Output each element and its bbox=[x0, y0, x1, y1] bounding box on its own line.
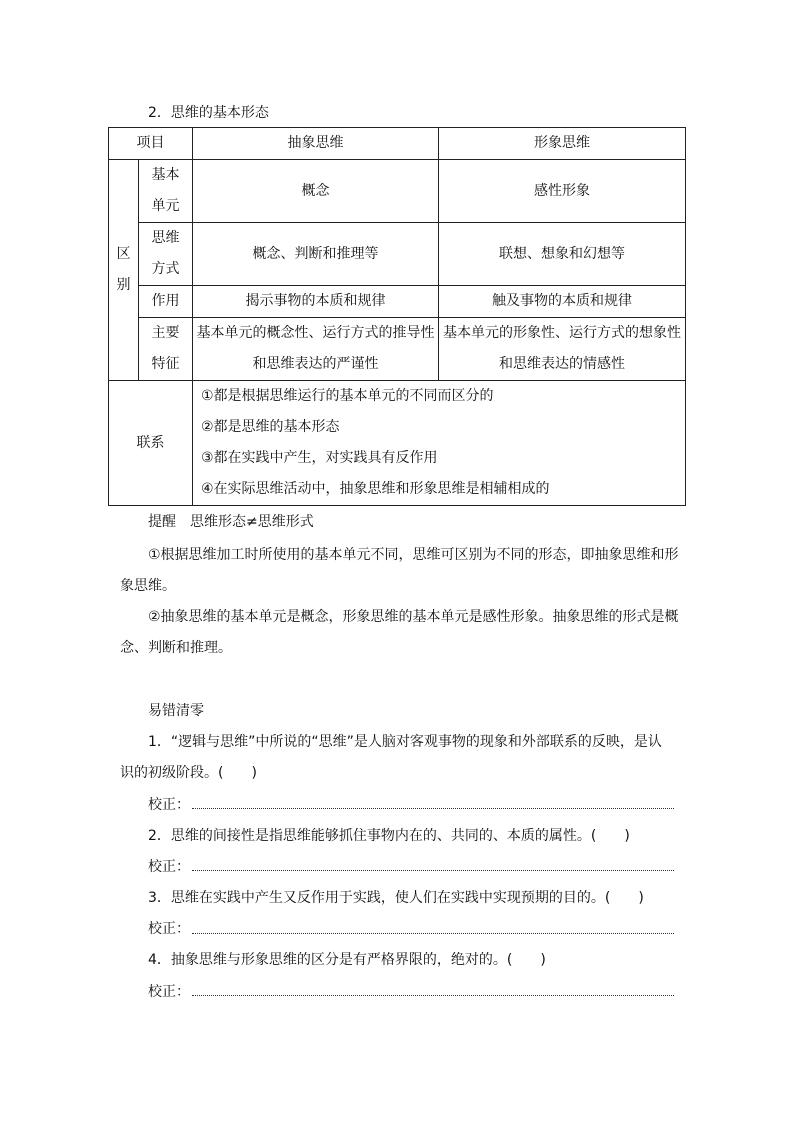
link-label: 联系 bbox=[109, 381, 193, 506]
row-label bbox=[139, 223, 193, 286]
image-cell: 触及事物的本质和规律 bbox=[439, 286, 686, 318]
correction-line-1[interactable] bbox=[192, 808, 674, 809]
question-1-line1: 1．“逻辑与思维”中所说的“思维”是人脑对客观事物的现象和外部联系的反映，是认 bbox=[148, 734, 662, 750]
question-2: 2．思维的间接性是指思维能够抓住事物内在的、共同的、本质的属性。( ) bbox=[148, 828, 630, 844]
correction-line-2[interactable] bbox=[192, 870, 674, 871]
correction-line-3[interactable] bbox=[192, 933, 674, 934]
cell-line: 基本单元的形象性、运行方式的想象性 bbox=[443, 325, 681, 341]
table-row bbox=[109, 223, 686, 286]
link-item: ④在实际思维活动中，抽象思维和形象思维是相辅相成的 bbox=[201, 481, 550, 497]
tip-title: 提醒 思维形态≠思维形式 bbox=[148, 514, 314, 530]
correction-label: 校正： bbox=[148, 859, 190, 875]
link-item: ②都是思维的基本形态 bbox=[201, 419, 340, 435]
cell-line: 和思维表达的情感性 bbox=[499, 356, 625, 372]
image-cell: 感性形象 bbox=[439, 160, 686, 223]
errors-title: 易错清零 bbox=[148, 703, 204, 719]
table-header-row bbox=[109, 128, 686, 160]
row-label-line: 特征 bbox=[151, 356, 180, 372]
link-cell bbox=[193, 381, 686, 506]
image-cell bbox=[439, 318, 686, 381]
question-3: 3．思维在实践中产生又反作用于实践，使人们在实践中实现预期的目的。( ) bbox=[148, 890, 644, 906]
row-label-line: 基本 bbox=[151, 167, 180, 183]
abstract-cell bbox=[193, 318, 439, 381]
table-row bbox=[109, 318, 686, 381]
header-item: 项目 bbox=[109, 128, 193, 160]
group-char: 区 bbox=[116, 246, 131, 262]
group-char: 别 bbox=[116, 277, 131, 293]
question-4: 4．抽象思维与形象思维的区分是有严格界限的，绝对的。( ) bbox=[148, 952, 546, 968]
row-label bbox=[139, 160, 193, 223]
question-1-line2: 识的初级阶段。( ) bbox=[120, 765, 257, 781]
correction-label: 校正： bbox=[148, 984, 190, 1000]
table-row-link bbox=[109, 381, 686, 506]
link-item: ①都是根据思维运行的基本单元的不同而区分的 bbox=[201, 388, 494, 404]
tip-p2-line1: ②抽象思维的基本单元是概念，形象思维的基本单元是感性形象。抽象思维的形式是概 bbox=[148, 609, 679, 625]
abstract-cell: 揭示事物的本质和规律 bbox=[193, 286, 439, 318]
abstract-cell: 概念、判断和推理等 bbox=[193, 223, 439, 286]
row-label-line: 单元 bbox=[151, 198, 180, 214]
row-label-line: 主要 bbox=[151, 325, 180, 341]
cell-line: 和思维表达的严谨性 bbox=[252, 356, 379, 372]
header-image: 形象思维 bbox=[439, 128, 686, 160]
tip-p2-line2: 念、判断和推理。 bbox=[120, 640, 232, 656]
link-item: ③都在实践中产生，对实践具有反作用 bbox=[201, 450, 438, 466]
table-row bbox=[109, 160, 686, 223]
thinking-forms-table bbox=[108, 127, 686, 506]
tip-p1-line2: 象思维。 bbox=[120, 578, 176, 594]
abstract-cell: 概念 bbox=[193, 160, 439, 223]
header-abstract: 抽象思维 bbox=[193, 128, 439, 160]
row-label: 作用 bbox=[139, 286, 193, 318]
row-label-line: 思维 bbox=[151, 230, 180, 246]
group-label-difference bbox=[109, 160, 139, 381]
correction-label: 校正： bbox=[148, 921, 190, 937]
tip-p1-line1: ①根据思维加工时所使用的基本单元不同，思维可区别为不同的形态，即抽象思维和形 bbox=[148, 547, 679, 563]
cell-line: 基本单元的概念性、运行方式的推导性 bbox=[196, 325, 435, 341]
table-row bbox=[109, 286, 686, 318]
correction-label: 校正： bbox=[148, 797, 190, 813]
row-label bbox=[139, 318, 193, 381]
section-title: 2．思维的基本形态 bbox=[148, 105, 269, 121]
correction-line-4[interactable] bbox=[192, 995, 674, 996]
row-label-line: 方式 bbox=[151, 261, 180, 277]
image-cell: 联想、想象和幻想等 bbox=[439, 223, 686, 286]
